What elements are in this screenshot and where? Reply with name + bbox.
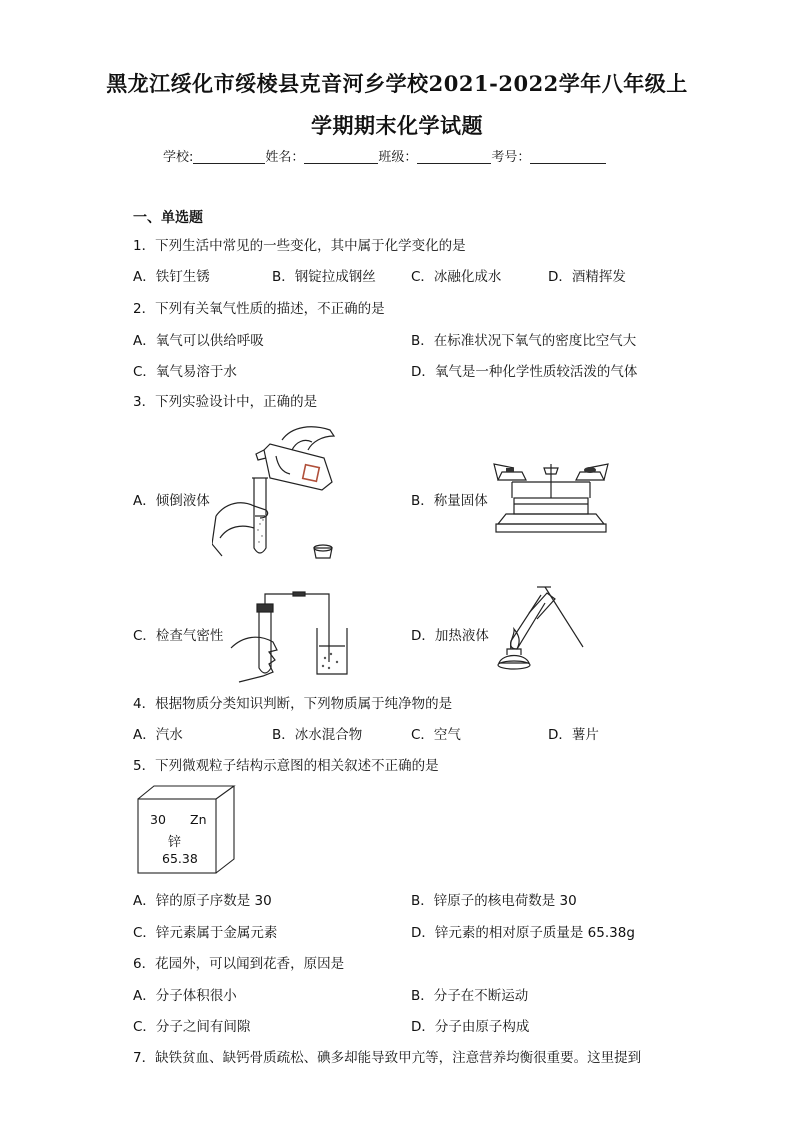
element-atomic-mass: 65.38 [162, 851, 198, 866]
exam-number-label: 考号： [491, 150, 531, 165]
q2-option-b: B．在标准状况下氧气的密度比空气大 [411, 333, 637, 349]
q6-option-b: B．分子在不断运动 [411, 988, 529, 1004]
exam-number-blank [530, 150, 606, 164]
airtightness-check-illustration [229, 588, 361, 688]
element-symbol: Zn [190, 812, 207, 827]
student-info-line [163, 146, 606, 165]
element-name: 锌 [168, 835, 182, 850]
q4-option-a: A．汽水 [133, 727, 183, 743]
q6-option-a: A．分子体积很小 [133, 988, 237, 1004]
class-blank [417, 150, 491, 164]
school-blank [193, 150, 265, 164]
q4-option-c: C．空气 [411, 727, 461, 743]
q5-option-a: A．锌的原子序数是 30 [133, 893, 272, 909]
name-label: 姓名： [265, 150, 305, 165]
q4-option-d: D．薯片 [548, 727, 599, 743]
q1-option-a: A．铁钉生锈 [133, 269, 210, 285]
question-6-stem: 6．花园外，可以闻到花香，原因是 [133, 956, 345, 972]
q5-option-c: C．锌元素属于金属元素 [133, 925, 278, 941]
q1-option-c: C．冰融化成水 [411, 269, 502, 285]
q3-option-a: A．倾倒液体 [133, 493, 210, 509]
q2-option-c: C．氧气易溶于水 [133, 364, 237, 380]
school-label: 学校: [163, 150, 194, 165]
question-5-stem: 5．下列微观粒子结构示意图的相关叙述不正确的是 [133, 758, 439, 774]
q6-option-d: D．分子由原子构成 [411, 1019, 530, 1035]
class-label: 班级： [378, 150, 418, 165]
q2-option-a: A．氧气可以供给呼吸 [133, 333, 264, 349]
q5-option-d: D．锌元素的相对原子质量是 65.38g [411, 925, 635, 941]
question-3-stem: 3．下列实验设计中，正确的是 [133, 394, 318, 410]
q3-option-b: B．称量固体 [411, 493, 488, 509]
section-heading: 一、单选题 [133, 210, 203, 226]
q3-option-d: D．加热液体 [411, 628, 489, 644]
q6-option-c: C．分子之间有间隙 [133, 1019, 251, 1035]
balance-scale-illustration [492, 458, 610, 536]
name-blank [304, 150, 378, 164]
question-4-stem: 4．根据物质分类知识判断，下列物质属于纯净物的是 [133, 696, 453, 712]
question-2-stem: 2．下列有关氧气性质的描述，不正确的是 [133, 301, 385, 317]
heating-liquid-illustration [489, 583, 589, 675]
q1-option-d: D．酒精挥发 [548, 269, 626, 285]
pouring-liquid-illustration [212, 420, 350, 562]
q2-option-d: D．氧气是一种化学性质较活泼的气体 [411, 364, 638, 380]
q4-option-b: B．冰水混合物 [272, 727, 363, 743]
q1-option-b: B．钢锭拉成钢丝 [272, 269, 376, 285]
question-7-stem: 7．缺铁贫血、缺钙骨质疏松、碘多却能导致甲亢等，注意营养均衡很重要。这里提到 [133, 1050, 642, 1066]
page-title-line2: 学期期末化学试题 [311, 113, 483, 138]
element-atomic-number: 30 [150, 812, 166, 827]
question-1-stem: 1．下列生活中常见的一些变化，其中属于化学变化的是 [133, 238, 466, 254]
q3-option-c: C．检查气密性 [133, 628, 224, 644]
q5-option-b: B．锌原子的核电荷数是 30 [411, 893, 577, 909]
page-title-line1: 黑龙江绥化市绥棱县克音河乡学校2021-2022学年八年级上 [106, 71, 688, 96]
